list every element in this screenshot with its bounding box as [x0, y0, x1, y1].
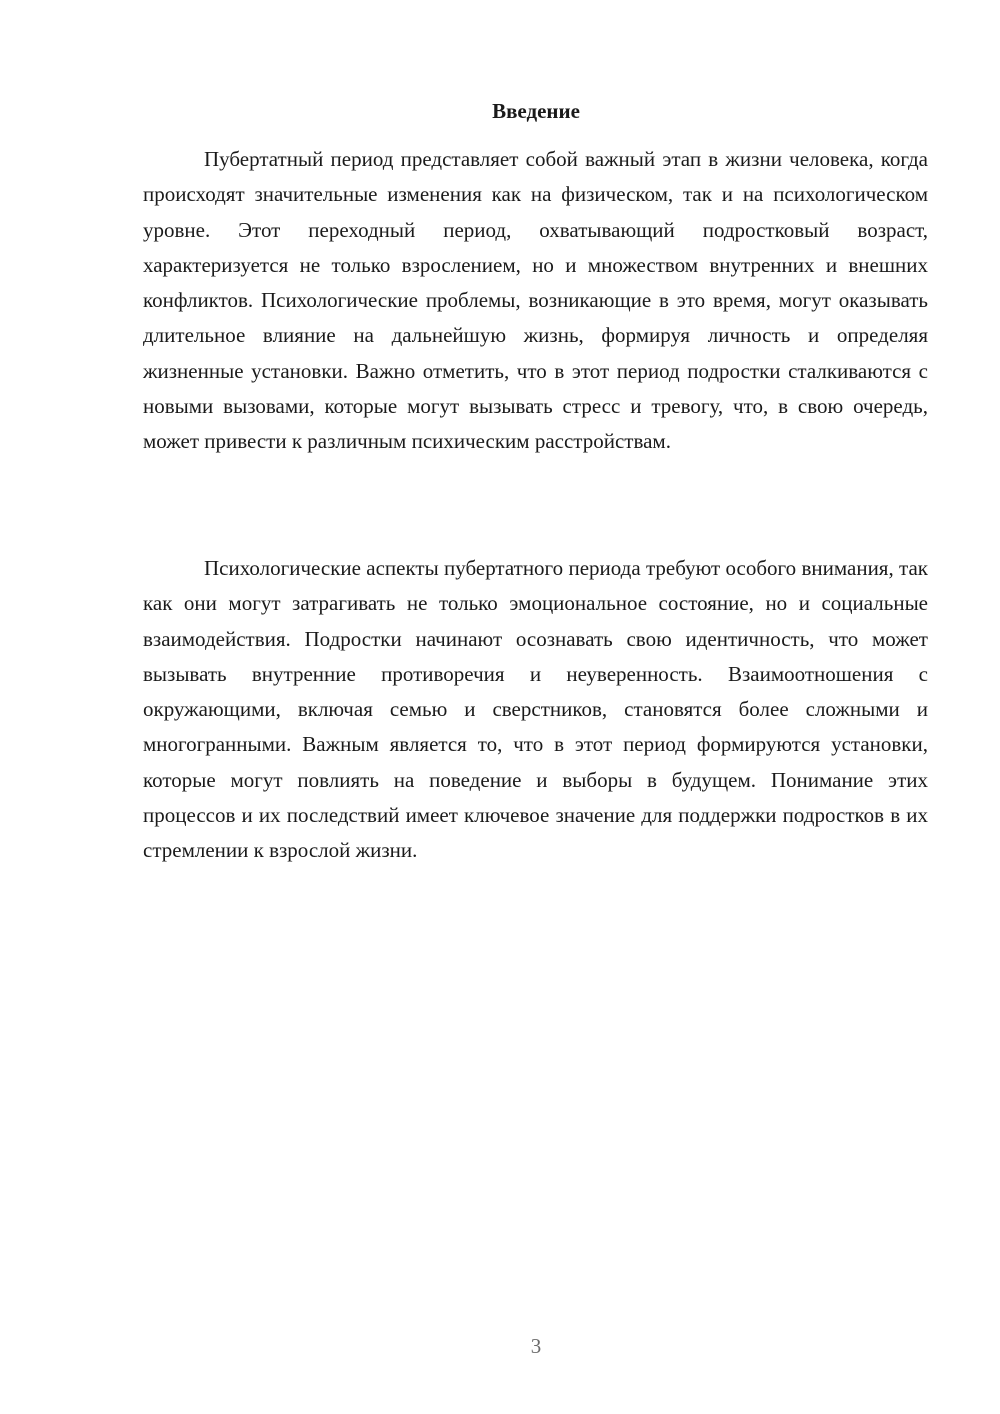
section-heading: Введение — [492, 99, 580, 123]
paragraph-introduction-2: Психологические аспекты пубертатного периода требуют особого внимания, так как они могут затрагивать не только эмоциональное состояние, но и социальные взаимодействия. Подростки начинают осознавать свою идентичность, что может вызывать внутренние противоречия и неуверенность. Взаимоотношения с окружающими, включая семью и сверстников, становятся более сложными и многогранными. Важным является то, что в этот период формируются установки, которые могут повлиять на поведение и выборы в будущем. Понимание этих процессов и их последствий имеет ключевое значение для поддержки подростков в их стремлении к взрослой жизни. — [143, 556, 928, 863]
page-number: 3 — [530, 1334, 542, 1358]
paragraph-introduction-1: Пубертатный период представляет собой важный этап в жизни человека, когда происходят значительные изменения как на физическом, так и на психологическом уровне. Этот переходный период, охватывающий подростковый возраст, характеризуется не только взрослением, но и множеством внутренних и внешних конфликтов. Психологические проблемы, возникающие в это время, могут оказывать длительное влияние на дальнейшую жизнь, формируя личность и определяя жизненные установки. Важно отметить, что в этот период подростки сталкиваются с новыми вызовами, которые могут вызывать стресс и тревогу, что, в свою очередь, может привести к различным психическим расстройствам. — [143, 147, 928, 454]
